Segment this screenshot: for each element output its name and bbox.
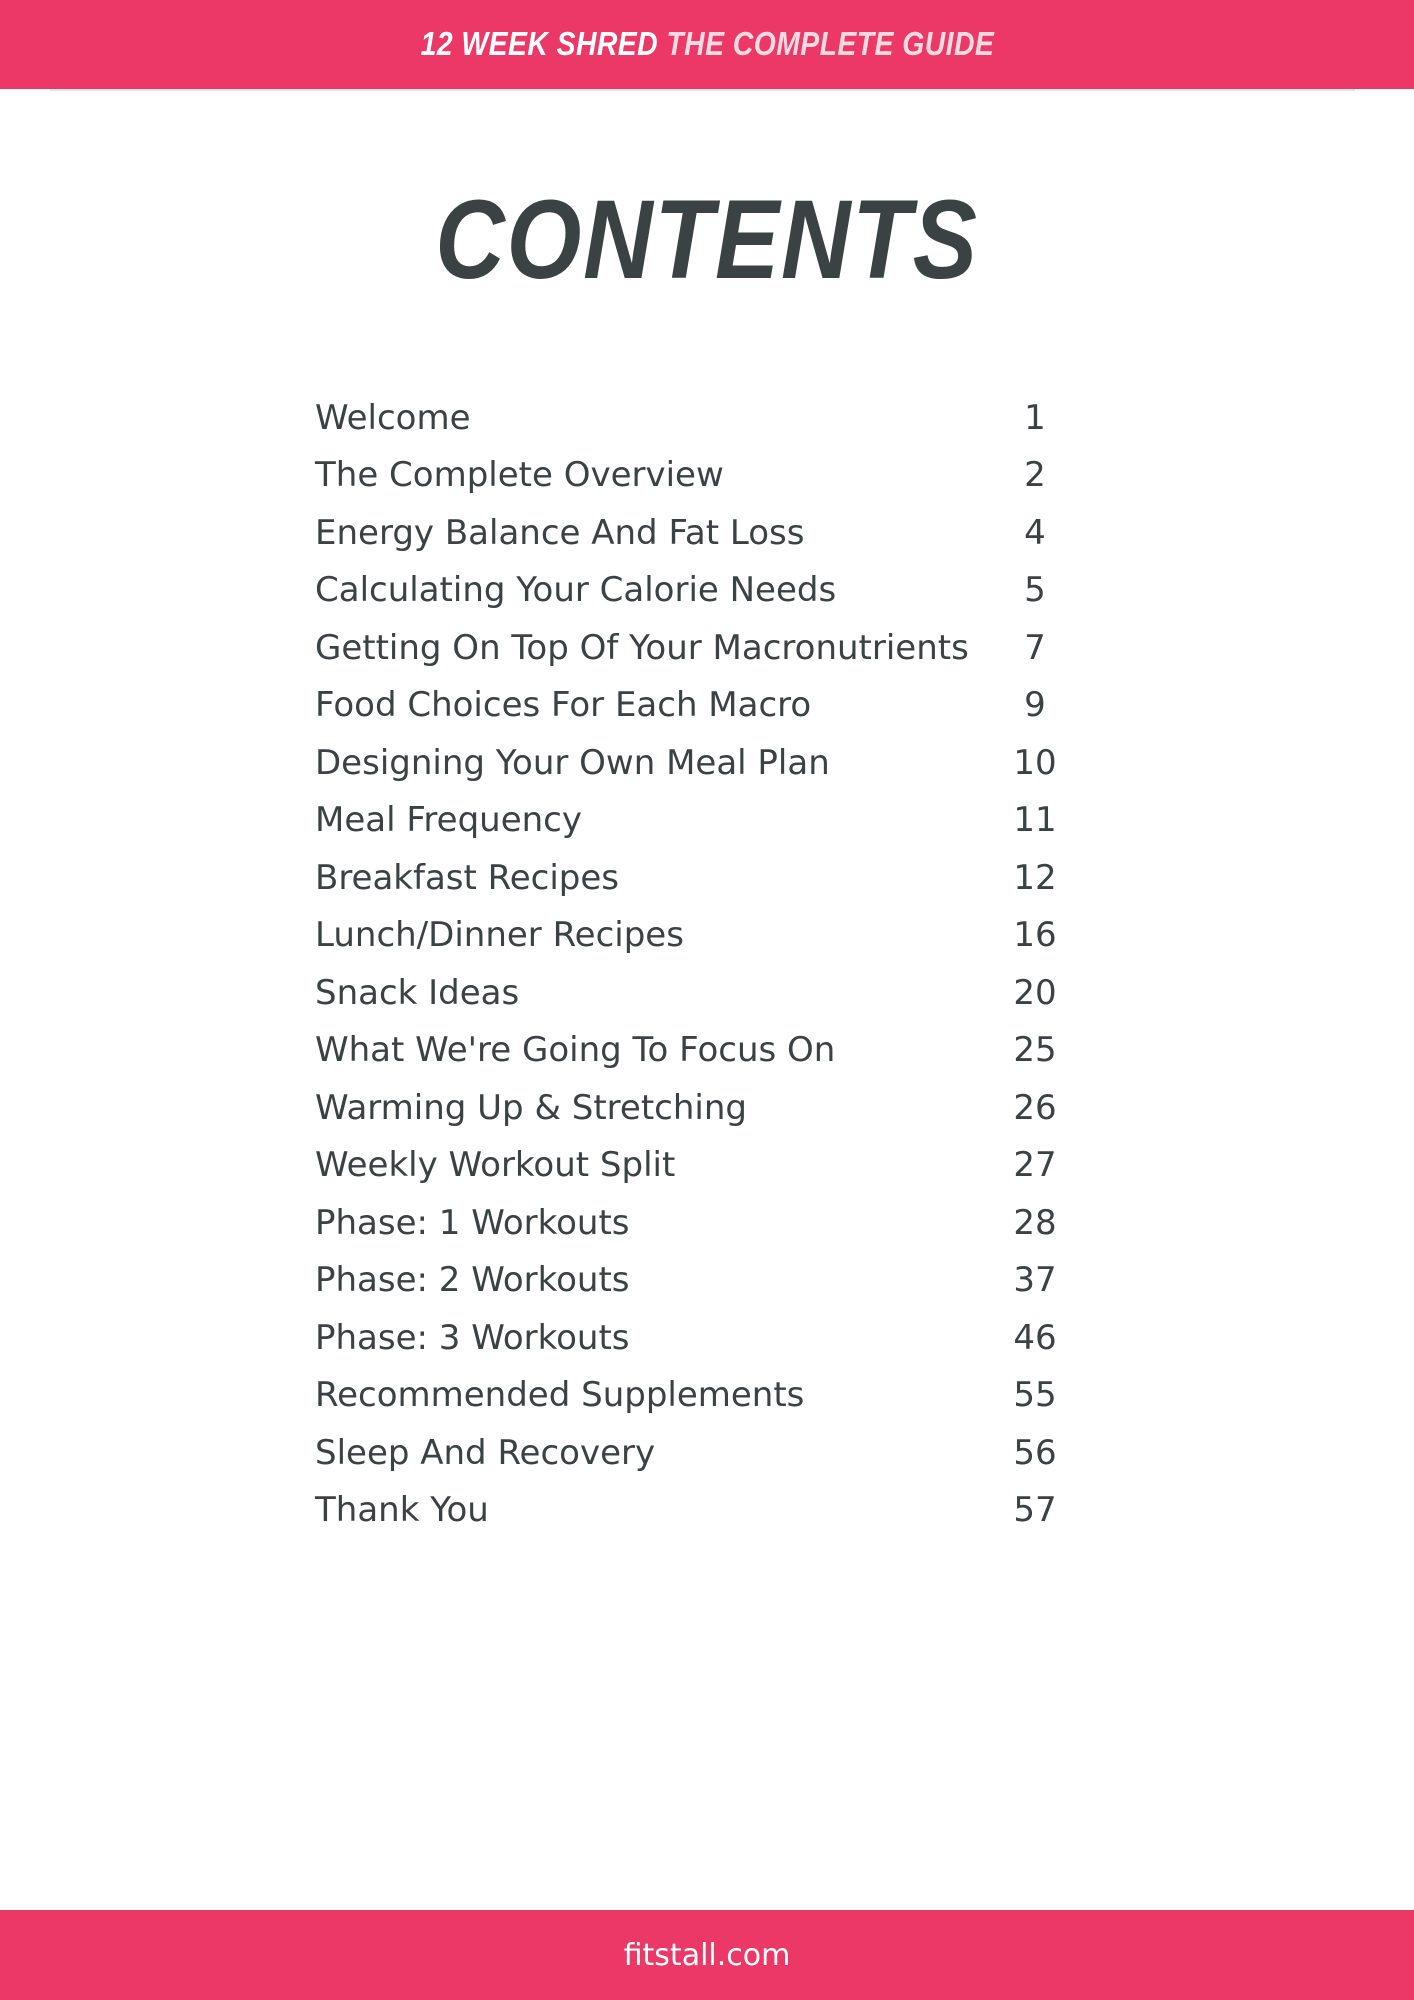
- toc-entry-title: Breakfast Recipes: [315, 857, 620, 898]
- toc-entry-title: Recommended Supplements: [315, 1375, 805, 1416]
- header-banner: [0, 0, 1414, 89]
- toc-entry-page-number: 25: [1013, 1030, 1057, 1071]
- header-divider: [50, 89, 1355, 91]
- toc-entry[interactable]: [315, 1022, 1065, 1080]
- toc-entry-title: Phase: 2 Workouts: [315, 1260, 630, 1301]
- toc-entry-page-number: 55: [1013, 1375, 1057, 1416]
- toc-entry-page-number: 57: [1013, 1490, 1057, 1531]
- toc-entry-page-number: 2: [1024, 455, 1046, 496]
- toc-entry-page-number: 12: [1013, 857, 1057, 898]
- toc-entry-page-number: 10: [1013, 742, 1057, 783]
- toc-entry-page-number: 37: [1013, 1260, 1057, 1301]
- toc-entry-page-number: 28: [1013, 1202, 1057, 1243]
- toc-entry-title: Energy Balance And Fat Loss: [315, 512, 805, 553]
- toc-entry-title: Snack Ideas: [315, 972, 520, 1013]
- toc-entry-page-number: 7: [1024, 627, 1046, 668]
- toc-entry[interactable]: [315, 619, 1065, 677]
- toc-entry[interactable]: [315, 1194, 1065, 1252]
- toc-entry-page-number: 27: [1013, 1145, 1057, 1186]
- toc-entry-page-number: 4: [1024, 512, 1046, 553]
- toc-entry[interactable]: [315, 1079, 1065, 1137]
- toc-entry[interactable]: [315, 792, 1065, 850]
- toc-entry-title: Getting On Top Of Your Macronutrients: [315, 627, 969, 668]
- toc-entry-title: Thank You: [315, 1490, 489, 1531]
- toc-entry[interactable]: [315, 1482, 1065, 1540]
- toc-entry-title: Designing Your Own Meal Plan: [315, 742, 830, 783]
- toc-entry-title: Warming Up & Stretching: [315, 1087, 747, 1128]
- toc-entry-page-number: 46: [1013, 1317, 1057, 1358]
- guide-title-program: 12 WEEK SHRED: [420, 24, 658, 62]
- toc-entry[interactable]: [315, 964, 1065, 1022]
- guide-title-subtitle: THE COMPLETE GUIDE: [665, 24, 994, 62]
- toc-entry-page-number: 16: [1013, 915, 1057, 956]
- footer-website[interactable]: fitstall.com: [623, 1937, 791, 1973]
- toc-entry-title: Calculating Your Calorie Needs: [315, 570, 837, 611]
- toc-entry[interactable]: [315, 562, 1065, 620]
- toc-entry-title: Welcome: [315, 397, 471, 438]
- toc-entry[interactable]: [315, 849, 1065, 907]
- guide-title: [420, 25, 994, 63]
- toc-entry[interactable]: [315, 1367, 1065, 1425]
- toc-entry[interactable]: [315, 447, 1065, 505]
- toc-entry-title: Phase: 1 Workouts: [315, 1202, 630, 1243]
- toc-entry[interactable]: [315, 389, 1065, 447]
- table-of-contents: [315, 389, 1065, 1539]
- toc-entry[interactable]: [315, 504, 1065, 562]
- toc-entry[interactable]: [315, 1137, 1065, 1195]
- toc-entry-title: Phase: 3 Workouts: [315, 1317, 630, 1358]
- toc-entry-page-number: 5: [1024, 570, 1046, 611]
- toc-entry[interactable]: [315, 1424, 1065, 1482]
- toc-entry-page-number: 56: [1013, 1432, 1057, 1473]
- toc-entry-title: Meal Frequency: [315, 800, 582, 841]
- toc-entry-page-number: 26: [1013, 1087, 1057, 1128]
- toc-entry-title: Sleep And Recovery: [315, 1432, 656, 1473]
- toc-entry-title: The Complete Overview: [315, 455, 724, 496]
- toc-entry-page-number: 11: [1013, 800, 1057, 841]
- toc-entry-title: Lunch/Dinner Recipes: [315, 915, 684, 956]
- toc-entry[interactable]: [315, 1309, 1065, 1367]
- toc-entry-title: Food Choices For Each Macro: [315, 685, 812, 726]
- toc-entry[interactable]: [315, 677, 1065, 735]
- page-title: CONTENTS: [435, 177, 979, 302]
- toc-entry[interactable]: [315, 907, 1065, 965]
- toc-entry[interactable]: [315, 734, 1065, 792]
- toc-entry-page-number: 20: [1013, 972, 1057, 1013]
- toc-entry-page-number: 1: [1024, 397, 1046, 438]
- toc-entry-page-number: 9: [1024, 685, 1046, 726]
- toc-entry-title: Weekly Workout Split: [315, 1145, 676, 1186]
- toc-entry[interactable]: [315, 1252, 1065, 1310]
- footer-banner: [0, 1910, 1414, 2000]
- toc-entry-title: What We're Going To Focus On: [315, 1030, 836, 1071]
